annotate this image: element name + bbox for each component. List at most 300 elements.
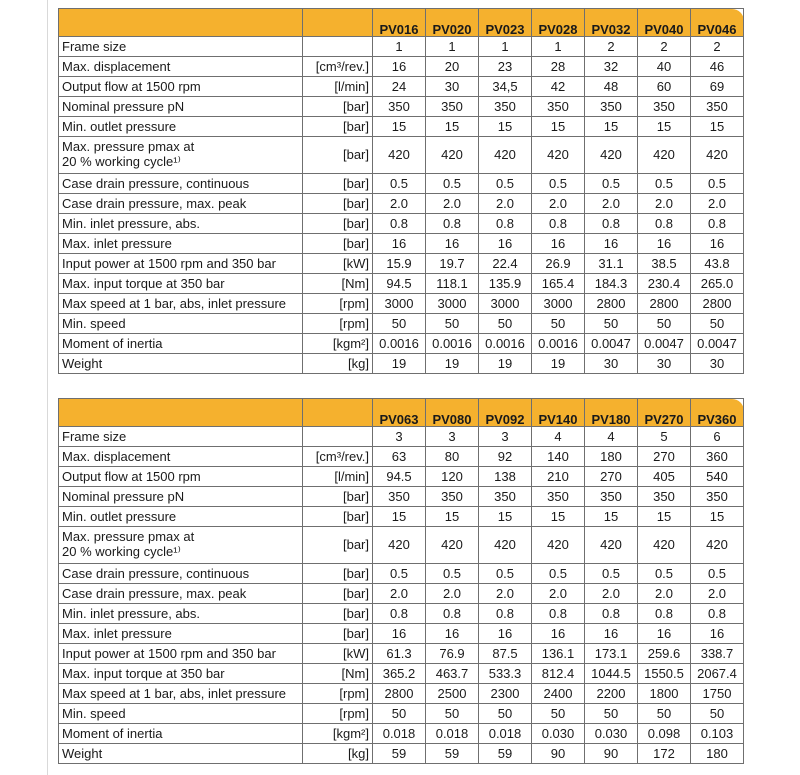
- value-cell: 0.5: [373, 174, 426, 194]
- unit-cell: [cm³/rev.]: [303, 447, 373, 467]
- value-cell: 420: [373, 527, 426, 564]
- value-cell: 350: [479, 487, 532, 507]
- value-cell: 0.5: [373, 564, 426, 584]
- spec-row: [59, 527, 744, 564]
- value-cell: 34,5: [479, 77, 532, 97]
- value-cell: 0.030: [585, 724, 638, 744]
- unit-cell: [bar]: [303, 527, 373, 564]
- model-header: PV032: [585, 9, 638, 37]
- value-cell: 50: [373, 314, 426, 334]
- value-cell: 50: [426, 704, 479, 724]
- param-label: Min. speed: [59, 314, 303, 334]
- value-cell: 2.0: [638, 194, 691, 214]
- spec-row: [59, 314, 744, 334]
- value-cell: 0.5: [426, 564, 479, 584]
- param-label: Max. inlet pressure: [59, 624, 303, 644]
- value-cell: 28: [532, 57, 585, 77]
- spec-row: [59, 664, 744, 684]
- value-cell: 15: [373, 117, 426, 137]
- value-cell: 135.9: [479, 274, 532, 294]
- value-cell: 15.9: [373, 254, 426, 274]
- spec-row: [59, 487, 744, 507]
- value-cell: 15: [479, 117, 532, 137]
- value-cell: 2.0: [585, 584, 638, 604]
- value-cell: 19: [479, 354, 532, 374]
- value-cell: 15: [426, 117, 479, 137]
- value-cell: 23: [479, 57, 532, 77]
- value-cell: 16: [638, 624, 691, 644]
- value-cell: 2200: [585, 684, 638, 704]
- value-cell: 32: [585, 57, 638, 77]
- model-header: PV040: [638, 9, 691, 37]
- value-cell: 60: [638, 77, 691, 97]
- value-cell: 48: [585, 77, 638, 97]
- unit-cell: [rpm]: [303, 294, 373, 314]
- unit-cell: [kgm²]: [303, 724, 373, 744]
- value-cell: 0.0047: [638, 334, 691, 354]
- value-cell: 350: [691, 487, 744, 507]
- value-cell: 3: [373, 427, 426, 447]
- value-cell: 140: [532, 447, 585, 467]
- value-cell: 0.018: [479, 724, 532, 744]
- value-cell: 43.8: [691, 254, 744, 274]
- value-cell: 50: [479, 314, 532, 334]
- value-cell: 5: [638, 427, 691, 447]
- value-cell: 26.9: [532, 254, 585, 274]
- value-cell: 6: [691, 427, 744, 447]
- value-cell: 50: [479, 704, 532, 724]
- unit-cell: [cm³/rev.]: [303, 57, 373, 77]
- value-cell: 0.0016: [426, 334, 479, 354]
- value-cell: 138: [479, 467, 532, 487]
- param-label: Max. input torque at 350 bar: [59, 274, 303, 294]
- param-label: Min. outlet pressure: [59, 117, 303, 137]
- value-cell: 350: [532, 487, 585, 507]
- param-label-line: Max. pressure pmax at: [62, 529, 195, 545]
- value-cell: 350: [479, 97, 532, 117]
- value-cell: 3000: [532, 294, 585, 314]
- value-cell: 0.8: [691, 214, 744, 234]
- value-cell: 1750: [691, 684, 744, 704]
- param-label: Min. inlet pressure, abs.: [59, 604, 303, 624]
- value-cell: 16: [373, 624, 426, 644]
- value-cell: 2.0: [479, 194, 532, 214]
- param-label-line: 20 % working cycle¹⁾: [62, 154, 181, 169]
- param-label: Output flow at 1500 rpm: [59, 467, 303, 487]
- param-label: Nominal pressure pN: [59, 487, 303, 507]
- value-cell: 80: [426, 447, 479, 467]
- value-cell: 0.8: [373, 214, 426, 234]
- value-cell: 0.5: [585, 564, 638, 584]
- value-cell: 15: [638, 117, 691, 137]
- value-cell: 0.030: [532, 724, 585, 744]
- value-cell: 2: [585, 37, 638, 57]
- model-header: PV270: [638, 399, 691, 427]
- value-cell: 165.4: [532, 274, 585, 294]
- value-cell: 350: [426, 97, 479, 117]
- value-cell: 118.1: [426, 274, 479, 294]
- value-cell: 540: [691, 467, 744, 487]
- spec-row: [59, 137, 744, 174]
- value-cell: 87.5: [479, 644, 532, 664]
- value-cell: 2.0: [691, 584, 744, 604]
- value-cell: 59: [426, 744, 479, 764]
- value-cell: 16: [585, 234, 638, 254]
- model-header: PV028: [532, 9, 585, 37]
- header-blank-unit: [303, 399, 373, 427]
- value-cell: 259.6: [638, 644, 691, 664]
- param-label: Input power at 1500 rpm and 350 bar: [59, 644, 303, 664]
- value-cell: 0.018: [426, 724, 479, 744]
- unit-cell: [bar]: [303, 194, 373, 214]
- value-cell: 16: [691, 234, 744, 254]
- value-cell: 50: [585, 314, 638, 334]
- unit-cell: [bar]: [303, 624, 373, 644]
- value-cell: 0.8: [638, 214, 691, 234]
- value-cell: 3000: [373, 294, 426, 314]
- param-label-line: Max. pressure pmax at: [62, 139, 195, 155]
- value-cell: 180: [691, 744, 744, 764]
- spec-row: [59, 334, 744, 354]
- value-cell: 0.0047: [691, 334, 744, 354]
- value-cell: 16: [373, 57, 426, 77]
- value-cell: 350: [585, 487, 638, 507]
- value-cell: 2.0: [479, 584, 532, 604]
- spec-row: [59, 254, 744, 274]
- model-header: PV046: [691, 9, 744, 37]
- unit-cell: [303, 427, 373, 447]
- param-label: Case drain pressure, continuous: [59, 564, 303, 584]
- unit-cell: [bar]: [303, 234, 373, 254]
- param-label: Frame size: [59, 37, 303, 57]
- value-cell: 0.0016: [532, 334, 585, 354]
- spec-row: [59, 294, 744, 314]
- model-header: PV023: [479, 9, 532, 37]
- model-header: PV080: [426, 399, 479, 427]
- unit-cell: [bar]: [303, 564, 373, 584]
- value-cell: 94.5: [373, 274, 426, 294]
- unit-cell: [kg]: [303, 354, 373, 374]
- value-cell: 30: [426, 77, 479, 97]
- param-label: Min. inlet pressure, abs.: [59, 214, 303, 234]
- value-cell: 2800: [691, 294, 744, 314]
- spec-row: [59, 584, 744, 604]
- value-cell: 136.1: [532, 644, 585, 664]
- value-cell: 2: [638, 37, 691, 57]
- param-label: Max speed at 1 bar, abs, inlet pressure: [59, 684, 303, 704]
- param-label: Moment of inertia: [59, 724, 303, 744]
- param-label: [59, 527, 303, 564]
- value-cell: 20: [426, 57, 479, 77]
- value-cell: 0.098: [638, 724, 691, 744]
- value-cell: 420: [638, 137, 691, 174]
- header-blank-param: [59, 399, 303, 427]
- unit-cell: [bar]: [303, 604, 373, 624]
- param-label: Output flow at 1500 rpm: [59, 77, 303, 97]
- value-cell: 15: [426, 507, 479, 527]
- value-cell: 0.8: [585, 604, 638, 624]
- value-cell: 350: [373, 487, 426, 507]
- unit-cell: [rpm]: [303, 684, 373, 704]
- unit-cell: [l/min]: [303, 467, 373, 487]
- value-cell: 0.0047: [585, 334, 638, 354]
- value-cell: 19.7: [426, 254, 479, 274]
- unit-cell: [bar]: [303, 487, 373, 507]
- model-header: PV092: [479, 399, 532, 427]
- unit-cell: [rpm]: [303, 314, 373, 334]
- value-cell: 15: [479, 507, 532, 527]
- spec-row: [59, 354, 744, 374]
- value-cell: 15: [638, 507, 691, 527]
- value-cell: 16: [532, 624, 585, 644]
- value-cell: 92: [479, 447, 532, 467]
- value-cell: 16: [585, 624, 638, 644]
- value-cell: 0.5: [691, 174, 744, 194]
- value-cell: 24: [373, 77, 426, 97]
- model-header-row: [59, 399, 744, 427]
- value-cell: 1: [532, 37, 585, 57]
- value-cell: 16: [426, 234, 479, 254]
- value-cell: 360: [691, 447, 744, 467]
- model-header: PV140: [532, 399, 585, 427]
- value-cell: 420: [585, 137, 638, 174]
- spec-row: [59, 724, 744, 744]
- value-cell: 2500: [426, 684, 479, 704]
- value-cell: 230.4: [638, 274, 691, 294]
- param-label: Frame size: [59, 427, 303, 447]
- value-cell: 59: [479, 744, 532, 764]
- value-cell: 0.8: [426, 214, 479, 234]
- value-cell: 90: [532, 744, 585, 764]
- value-cell: 2.0: [585, 194, 638, 214]
- value-cell: 38.5: [638, 254, 691, 274]
- value-cell: 350: [638, 487, 691, 507]
- value-cell: 350: [532, 97, 585, 117]
- param-label: Weight: [59, 354, 303, 374]
- value-cell: 180: [585, 447, 638, 467]
- spec-row: [59, 117, 744, 137]
- value-cell: 420: [373, 137, 426, 174]
- value-cell: 90: [585, 744, 638, 764]
- value-cell: 0.8: [373, 604, 426, 624]
- spec-row: [59, 77, 744, 97]
- value-cell: 16: [373, 234, 426, 254]
- param-label: Max. inlet pressure: [59, 234, 303, 254]
- value-cell: 0.103: [691, 724, 744, 744]
- param-label: Case drain pressure, max. peak: [59, 194, 303, 214]
- unit-cell: [kgm²]: [303, 334, 373, 354]
- value-cell: 31.1: [585, 254, 638, 274]
- value-cell: 420: [426, 527, 479, 564]
- value-cell: 30: [585, 354, 638, 374]
- value-cell: 2800: [585, 294, 638, 314]
- unit-cell: [kW]: [303, 254, 373, 274]
- value-cell: 265.0: [691, 274, 744, 294]
- unit-cell: [bar]: [303, 97, 373, 117]
- value-cell: 0.8: [479, 214, 532, 234]
- value-cell: 15: [585, 117, 638, 137]
- unit-cell: [bar]: [303, 584, 373, 604]
- value-cell: 50: [532, 314, 585, 334]
- param-label: Max. displacement: [59, 57, 303, 77]
- model-header: PV016: [373, 9, 426, 37]
- value-cell: 0.5: [479, 564, 532, 584]
- value-cell: 2.0: [638, 584, 691, 604]
- value-cell: 350: [691, 97, 744, 117]
- param-label: Max speed at 1 bar, abs, inlet pressure: [59, 294, 303, 314]
- value-cell: 2800: [638, 294, 691, 314]
- value-cell: 2.0: [373, 194, 426, 214]
- value-cell: 338.7: [691, 644, 744, 664]
- value-cell: 3: [479, 427, 532, 447]
- param-label: [59, 137, 303, 174]
- value-cell: 2.0: [532, 194, 585, 214]
- spec-row: [59, 684, 744, 704]
- value-cell: 2800: [373, 684, 426, 704]
- value-cell: 94.5: [373, 467, 426, 487]
- value-cell: 0.5: [532, 174, 585, 194]
- value-cell: 2: [691, 37, 744, 57]
- value-cell: 50: [532, 704, 585, 724]
- value-cell: 463.7: [426, 664, 479, 684]
- spec-row: [59, 644, 744, 664]
- unit-cell: [bar]: [303, 507, 373, 527]
- value-cell: 1800: [638, 684, 691, 704]
- param-label-line: 20 % working cycle¹⁾: [62, 544, 181, 559]
- spec-row: [59, 214, 744, 234]
- value-cell: 4: [532, 427, 585, 447]
- value-cell: 19: [373, 354, 426, 374]
- value-cell: 42: [532, 77, 585, 97]
- unit-cell: [Nm]: [303, 664, 373, 684]
- spec-row: [59, 447, 744, 467]
- param-label: Min. outlet pressure: [59, 507, 303, 527]
- unit-cell: [kg]: [303, 744, 373, 764]
- value-cell: 16: [479, 624, 532, 644]
- value-cell: 420: [479, 527, 532, 564]
- spec-row: [59, 427, 744, 447]
- value-cell: 1: [479, 37, 532, 57]
- value-cell: 0.8: [585, 214, 638, 234]
- header-blank-param: [59, 9, 303, 37]
- value-cell: 420: [426, 137, 479, 174]
- value-cell: 420: [532, 527, 585, 564]
- value-cell: 420: [585, 527, 638, 564]
- value-cell: 0.8: [532, 214, 585, 234]
- value-cell: 420: [691, 527, 744, 564]
- value-cell: 50: [691, 314, 744, 334]
- header-blank-unit: [303, 9, 373, 37]
- page-left-rule: [47, 0, 48, 775]
- param-label: Max. input torque at 350 bar: [59, 664, 303, 684]
- value-cell: 350: [585, 97, 638, 117]
- unit-cell: [l/min]: [303, 77, 373, 97]
- param-label: Weight: [59, 744, 303, 764]
- param-label: Case drain pressure, continuous: [59, 174, 303, 194]
- value-cell: 0.8: [691, 604, 744, 624]
- value-cell: 15: [532, 507, 585, 527]
- value-cell: 3000: [426, 294, 479, 314]
- spec-row: [59, 97, 744, 117]
- value-cell: 19: [532, 354, 585, 374]
- value-cell: 50: [691, 704, 744, 724]
- spec-row: [59, 174, 744, 194]
- value-cell: 40: [638, 57, 691, 77]
- value-cell: 2.0: [426, 194, 479, 214]
- value-cell: 15: [373, 507, 426, 527]
- value-cell: 1550.5: [638, 664, 691, 684]
- value-cell: 0.5: [479, 174, 532, 194]
- value-cell: 4: [585, 427, 638, 447]
- value-cell: 2.0: [532, 584, 585, 604]
- value-cell: 0.5: [585, 174, 638, 194]
- value-cell: 16: [691, 624, 744, 644]
- value-cell: 120: [426, 467, 479, 487]
- value-cell: 59: [373, 744, 426, 764]
- value-cell: 173.1: [585, 644, 638, 664]
- value-cell: 16: [532, 234, 585, 254]
- spec-row: [59, 467, 744, 487]
- unit-cell: [bar]: [303, 117, 373, 137]
- value-cell: 0.8: [532, 604, 585, 624]
- param-label: Input power at 1500 rpm and 350 bar: [59, 254, 303, 274]
- spec-table-small-frames: [58, 8, 744, 374]
- value-cell: 0.5: [691, 564, 744, 584]
- value-cell: 0.5: [532, 564, 585, 584]
- value-cell: 2300: [479, 684, 532, 704]
- spec-row: [59, 57, 744, 77]
- value-cell: 405: [638, 467, 691, 487]
- value-cell: 2.0: [426, 584, 479, 604]
- value-cell: 350: [638, 97, 691, 117]
- spec-row: [59, 744, 744, 764]
- spec-row: [59, 37, 744, 57]
- model-header-row: [59, 9, 744, 37]
- value-cell: 0.5: [426, 174, 479, 194]
- value-cell: 50: [373, 704, 426, 724]
- value-cell: 0.8: [479, 604, 532, 624]
- value-cell: 0.8: [638, 604, 691, 624]
- value-cell: 76.9: [426, 644, 479, 664]
- unit-cell: [bar]: [303, 137, 373, 174]
- unit-cell: [Nm]: [303, 274, 373, 294]
- value-cell: 2.0: [373, 584, 426, 604]
- value-cell: 46: [691, 57, 744, 77]
- value-cell: 420: [479, 137, 532, 174]
- unit-cell: [kW]: [303, 644, 373, 664]
- param-label: Nominal pressure pN: [59, 97, 303, 117]
- value-cell: 50: [585, 704, 638, 724]
- param-label: Max. displacement: [59, 447, 303, 467]
- param-label: Moment of inertia: [59, 334, 303, 354]
- value-cell: 0.018: [373, 724, 426, 744]
- value-cell: 22.4: [479, 254, 532, 274]
- unit-cell: [303, 37, 373, 57]
- value-cell: 533.3: [479, 664, 532, 684]
- value-cell: 30: [638, 354, 691, 374]
- unit-cell: [bar]: [303, 214, 373, 234]
- model-header: PV360: [691, 399, 744, 427]
- value-cell: 2067.4: [691, 664, 744, 684]
- value-cell: 270: [638, 447, 691, 467]
- value-cell: 50: [638, 704, 691, 724]
- value-cell: 15: [691, 507, 744, 527]
- model-header: PV020: [426, 9, 479, 37]
- value-cell: 420: [532, 137, 585, 174]
- value-cell: 0.5: [638, 174, 691, 194]
- spec-row: [59, 604, 744, 624]
- value-cell: 172: [638, 744, 691, 764]
